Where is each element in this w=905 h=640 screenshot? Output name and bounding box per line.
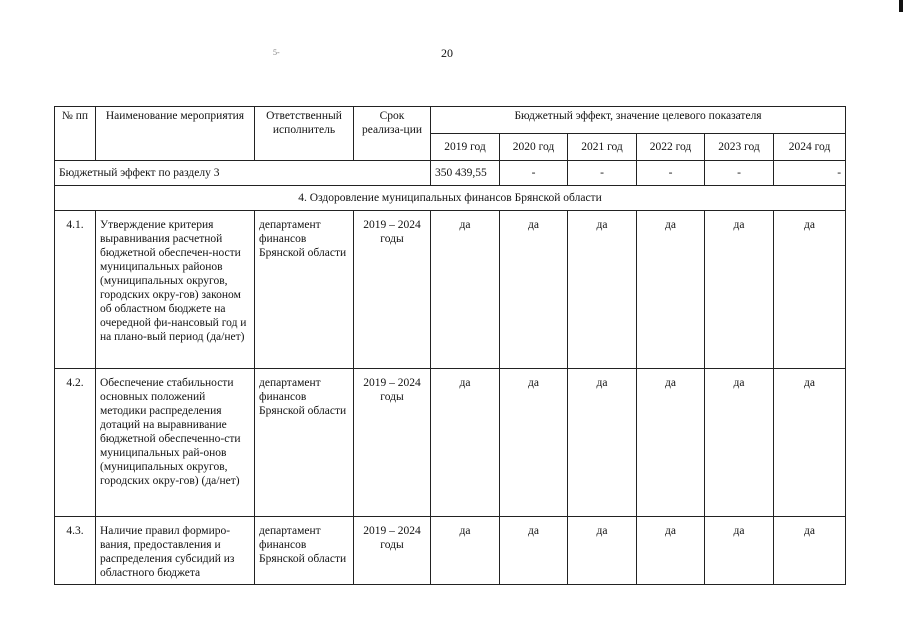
row-value: да xyxy=(774,369,846,517)
header-no: № пп xyxy=(55,107,96,161)
row-value: да xyxy=(774,517,846,585)
table-row xyxy=(55,369,846,517)
row-term: 2019 – 2024 годы xyxy=(354,369,431,517)
header-year: 2022 год xyxy=(637,134,705,161)
row-value: да xyxy=(500,517,568,585)
summary-value: - xyxy=(568,161,637,186)
summary-value: - xyxy=(637,161,705,186)
section-title: 4. Оздоровление муниципальных финансов Брянской области xyxy=(55,186,846,211)
row-value: да xyxy=(637,517,705,585)
header-year: 2020 год xyxy=(500,134,568,161)
budget-effect-table xyxy=(54,106,846,585)
row-value: да xyxy=(431,369,500,517)
row-value: да xyxy=(774,211,846,369)
header-term: Срок реализа-ции xyxy=(354,107,431,161)
row-value: да xyxy=(637,211,705,369)
row-responsible: департамент финансов Брянской области xyxy=(255,369,354,517)
row-value: да xyxy=(431,517,500,585)
row-number: 4.1. xyxy=(55,211,96,369)
summary-value: 350 439,55 xyxy=(431,161,500,186)
row-value: да xyxy=(637,369,705,517)
table-row xyxy=(55,517,846,585)
corner-scan-mark xyxy=(899,0,903,12)
summary-value: - xyxy=(774,161,846,186)
table-row xyxy=(55,211,846,369)
row-name: Наличие правил формиро-вания, предоставления и распределения субсидий из областного бюджета xyxy=(96,517,255,585)
row-number: 4.3. xyxy=(55,517,96,585)
summary-label: Бюджетный эффект по разделу 3 xyxy=(55,161,431,186)
header-year: 2024 год xyxy=(774,134,846,161)
row-value: да xyxy=(568,211,637,369)
header-year: 2019 год xyxy=(431,134,500,161)
header-effect: Бюджетный эффект, значение целевого показателя xyxy=(431,107,846,134)
row-value: да xyxy=(705,211,774,369)
row-value: да xyxy=(705,517,774,585)
page-number: 20 xyxy=(441,46,453,60)
row-value: да xyxy=(568,517,637,585)
row-responsible: департамент финансов Брянской области xyxy=(255,517,354,585)
section-row xyxy=(55,186,846,211)
row-term: 2019 – 2024 годы xyxy=(354,211,431,369)
row-value: да xyxy=(431,211,500,369)
header-responsible: Ответственный исполнитель xyxy=(255,107,354,161)
row-number: 4.2. xyxy=(55,369,96,517)
row-name: Обеспечение стабильности основных положений методики распределения дотаций на выравнивание бюджетной обеспеченно-сти муниципальных рай-онов (муниципальных округов, городских окру-гов) (да/нет) xyxy=(96,369,255,517)
row-term: 2019 – 2024 годы xyxy=(354,517,431,585)
header-year: 2021 год xyxy=(568,134,637,161)
row-value: да xyxy=(568,369,637,517)
stray-mark: 5- xyxy=(273,48,280,57)
summary-value: - xyxy=(500,161,568,186)
header-name: Наименование мероприятия xyxy=(96,107,255,161)
row-value: да xyxy=(500,211,568,369)
header-year: 2023 год xyxy=(705,134,774,161)
row-value: да xyxy=(705,369,774,517)
row-responsible: департамент финансов Брянской области xyxy=(255,211,354,369)
summary-row xyxy=(55,161,846,186)
row-value: да xyxy=(500,369,568,517)
summary-value: - xyxy=(705,161,774,186)
row-name: Утверждение критерия выравнивания расчетной бюджетной обеспечен-ности муниципальных районов (муниципальных округов, городских окру-гов) законом об областном бюджете на очередной фи-нансовый год и на плано-вый период (да/нет) xyxy=(96,211,255,369)
